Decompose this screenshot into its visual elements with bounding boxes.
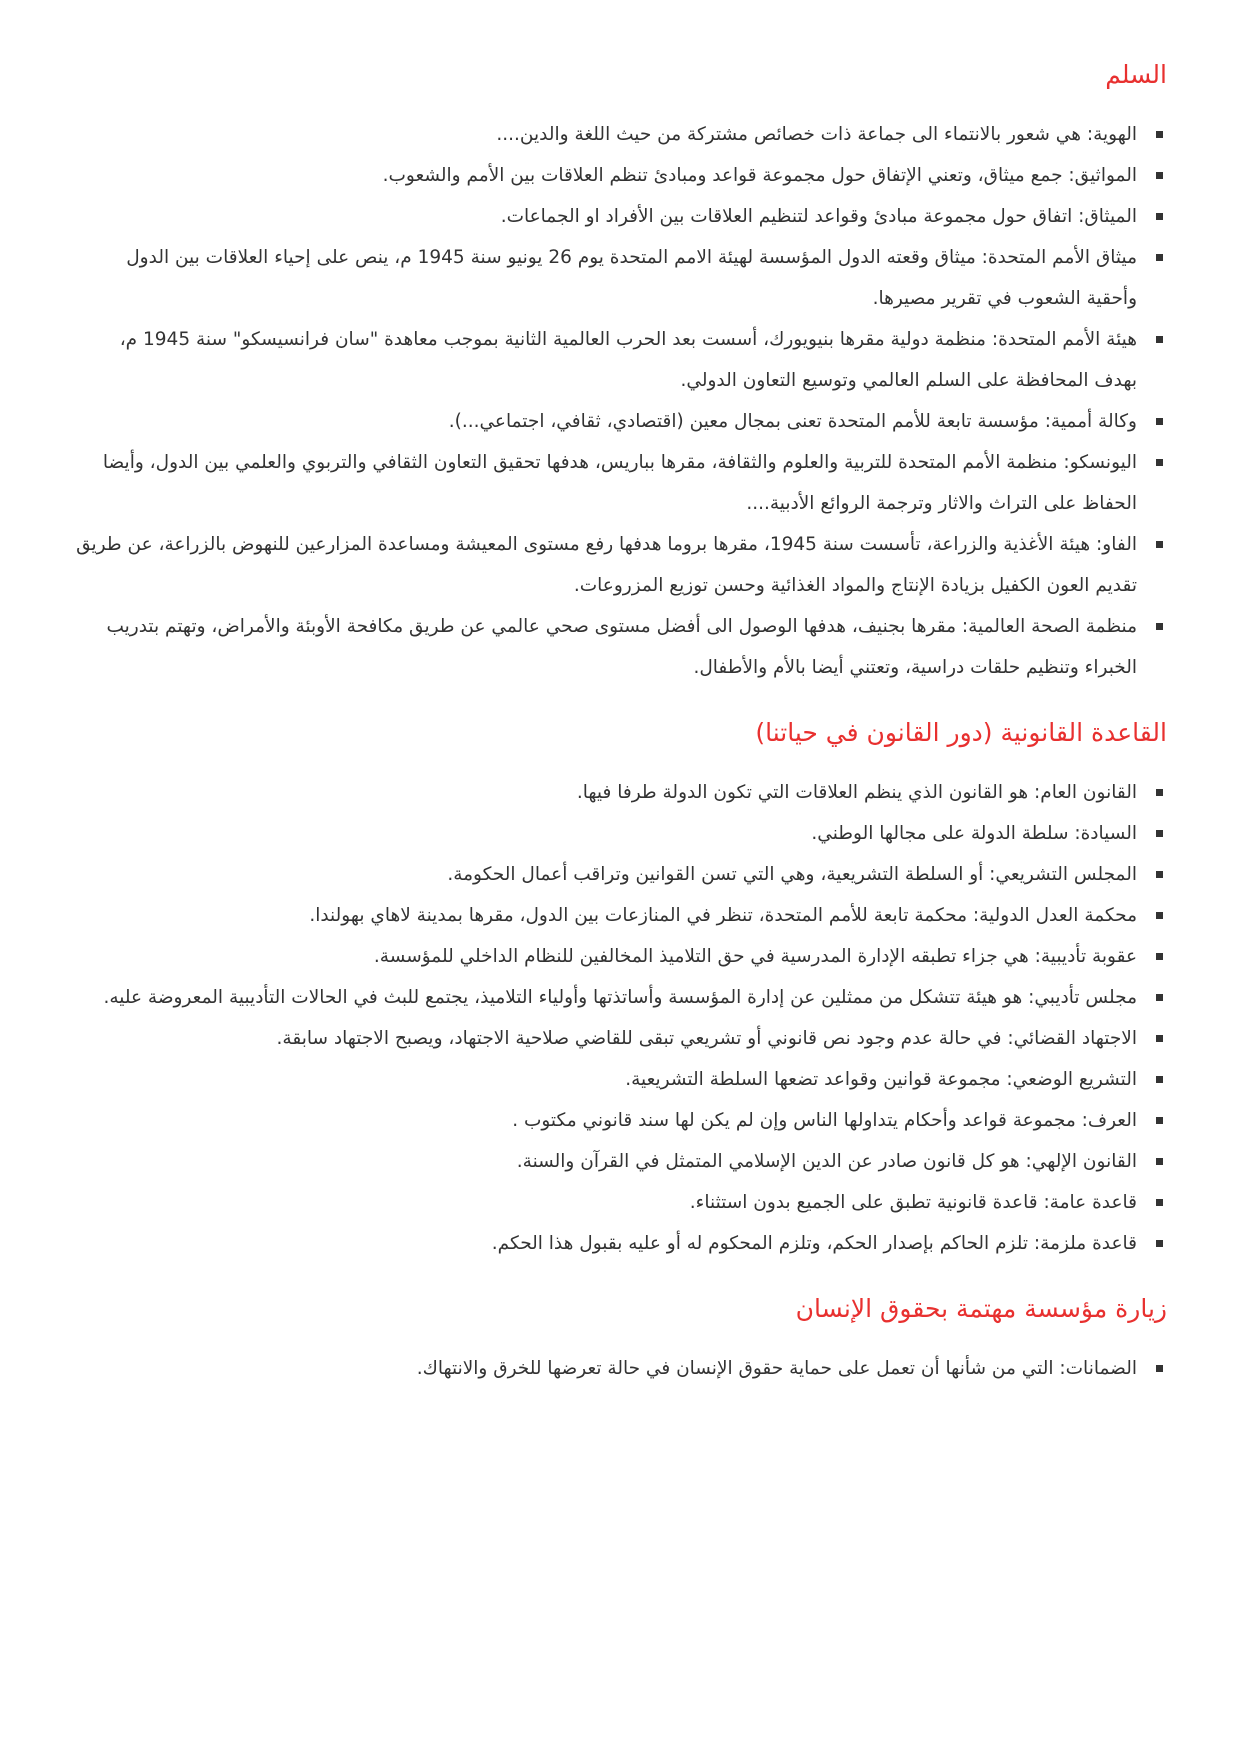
- item-text: قاعدة عامة: قاعدة قانونية تطبق على الجميع بدون استثناء.: [689, 1192, 1137, 1213]
- list-item: [75, 1018, 1167, 1059]
- list-item: [75, 1059, 1167, 1100]
- list-item: [75, 1141, 1167, 1182]
- list-item: [75, 854, 1167, 895]
- list-item: [75, 606, 1167, 688]
- square-bullet-icon: [1156, 172, 1163, 179]
- square-bullet-icon: [1156, 994, 1163, 1001]
- list-item: [75, 1182, 1167, 1223]
- section-title: القاعدة القانونية (دور القانون في حياتنا): [755, 718, 1167, 747]
- list-item: [75, 895, 1167, 936]
- list-item: [75, 524, 1167, 606]
- square-bullet-icon: [1156, 459, 1163, 466]
- section-title: زيارة مؤسسة مهتمة بحقوق الإنسان: [795, 1294, 1167, 1323]
- definition-list: [75, 1348, 1167, 1389]
- item-text: الهوية: هي شعور بالانتماء الى جماعة ذات خصائص مشتركة من حيث اللغة والدين....: [496, 124, 1137, 145]
- square-bullet-icon: [1156, 1199, 1163, 1206]
- list-item: [75, 772, 1167, 813]
- item-text: الفاو: هيئة الأغذية والزراعة، تأسست سنة 1945، مقرها بروما هدفها رفع مستوى المعيشة ومساعدة المزارعين للنهوض بالزراعة، عن طريق تقديم العون الكفيل بزيادة الإنتاج والمواد الغذائية وحسن توزيع المزروعات.: [76, 534, 1137, 596]
- item-text: القانون العام: هو القانون الذي ينظم العلاقات التي تكون الدولة طرفا فيها.: [576, 782, 1137, 803]
- item-text: وكالة أممية: مؤسسة تابعة للأمم المتحدة تعنى بمجال معين (اقتصادي، ثقافي، اجتماعي...).: [448, 411, 1137, 432]
- square-bullet-icon: [1156, 871, 1163, 878]
- section-title: السلم: [1105, 60, 1167, 89]
- list-item: [75, 1348, 1167, 1389]
- square-bullet-icon: [1156, 131, 1163, 138]
- item-text: المجلس التشريعي: أو السلطة التشريعية، وهي التي تسن القوانين وتراقب أعمال الحكومة.: [447, 864, 1137, 885]
- item-text: اليونسكو: منظمة الأمم المتحدة للتربية والعلوم والثقافة، مقرها بباريس، هدفها تحقيق التعاون الثقافي والتربوي والعلمي بين الدول، وأيضا الحفاظ على التراث والاثار وترجمة الروائع الأدبية....: [102, 452, 1137, 514]
- item-text: ميثاق الأمم المتحدة: ميثاق وقعته الدول المؤسسة لهيئة الامم المتحدة يوم 26 يونيو سنة 1945 م، ينص على إحياء العلاقات بين الدول وأحقية الشعوب في تقرير مصيرها.: [126, 247, 1137, 309]
- square-bullet-icon: [1156, 1365, 1163, 1372]
- item-text: مجلس تأديبي: هو هيئة تتشكل من ممثلين عن إدارة المؤسسة وأساتذتها وأولياء التلاميذ، يجتمع للبث في الحالات التأديبية المعروضة عليه.: [103, 987, 1137, 1008]
- square-bullet-icon: [1156, 213, 1163, 220]
- square-bullet-icon: [1156, 830, 1163, 837]
- item-text: محكمة العدل الدولية: محكمة تابعة للأمم المتحدة، تنظر في المنازعات بين الدول، مقرها بمدينة لاهاي بهولندا.: [309, 905, 1137, 926]
- square-bullet-icon: [1156, 1117, 1163, 1124]
- item-text: السيادة: سلطة الدولة على مجالها الوطني.: [811, 823, 1137, 844]
- item-text: الاجتهاد القضائي: في حالة عدم وجود نص قانوني أو تشريعي تبقى للقاضي صلاحية الاجتهاد، ويصبح الاجتهاد سابقة.: [276, 1028, 1137, 1049]
- item-text: المواثيق: جمع ميثاق، وتعني الإتفاق حول مجموعة قواعد ومبادئ تنظم العلاقات بين الأمم والشعوب.: [382, 165, 1137, 186]
- square-bullet-icon: [1156, 789, 1163, 796]
- list-item: [75, 319, 1167, 401]
- square-bullet-icon: [1156, 254, 1163, 261]
- section-human-rights-visit: [75, 1290, 1167, 1389]
- item-text: منظمة الصحة العالمية: مقرها بجنيف، هدفها الوصول الى أفضل مستوى صحي عالمي عن طريق مكافحة الأوبئة والأمراض، وتهتم بتدريب الخبراء وتنظيم حلقات دراسية، وتعتني أيضا بالأم والأطفال.: [106, 616, 1137, 678]
- square-bullet-icon: [1156, 1076, 1163, 1083]
- square-bullet-icon: [1156, 1035, 1163, 1042]
- definition-list: [75, 114, 1167, 688]
- definition-list: [75, 772, 1167, 1264]
- square-bullet-icon: [1156, 623, 1163, 630]
- list-item: [75, 1223, 1167, 1264]
- square-bullet-icon: [1156, 541, 1163, 548]
- list-item: [75, 1100, 1167, 1141]
- list-item: [75, 196, 1167, 237]
- square-bullet-icon: [1156, 912, 1163, 919]
- item-text: القانون الإلهي: هو كل قانون صادر عن الدين الإسلامي المتمثل في القرآن والسنة.: [516, 1151, 1137, 1172]
- list-item: [75, 155, 1167, 196]
- item-text: الضمانات: التي من شأنها أن تعمل على حماية حقوق الإنسان في حالة تعرضها للخرق والانتهاك.: [416, 1358, 1137, 1379]
- section-legal-rule: [75, 714, 1167, 1264]
- item-text: التشريع الوضعي: مجموعة قوانين وقواعد تضعها السلطة التشريعية.: [625, 1069, 1137, 1090]
- square-bullet-icon: [1156, 1240, 1163, 1247]
- list-item: [75, 936, 1167, 977]
- square-bullet-icon: [1156, 336, 1163, 343]
- item-text: عقوبة تأديبية: هي جزاء تطبقه الإدارة المدرسية في حق التلاميذ المخالفين للنظام الداخلي للمؤسسة.: [373, 946, 1137, 967]
- list-item: [75, 442, 1167, 524]
- square-bullet-icon: [1156, 418, 1163, 425]
- list-item: [75, 977, 1167, 1018]
- item-text: العرف: مجموعة قواعد وأحكام يتداولها الناس وإن لم يكن لها سند قانوني مكتوب .: [512, 1110, 1137, 1131]
- list-item: [75, 813, 1167, 854]
- item-text: هيئة الأمم المتحدة: منظمة دولية مقرها بنيويورك، أسست بعد الحرب العالمية الثانية بموجب معاهدة "سان فرانسيسكو" سنة 1945 م، بهدف المحافظة على السلم العالمي وتوسيع التعاون الدولي.: [119, 329, 1137, 391]
- list-item: [75, 401, 1167, 442]
- list-item: [75, 114, 1167, 155]
- section-peace: [75, 56, 1167, 688]
- item-text: قاعدة ملزمة: تلزم الحاكم بإصدار الحكم، وتلزم المحكوم له أو عليه بقبول هذا الحكم.: [491, 1233, 1137, 1254]
- list-item: [75, 237, 1167, 319]
- item-text: الميثاق: اتفاق حول مجموعة مبادئ وقواعد لتنظيم العلاقات بين الأفراد او الجماعات.: [500, 206, 1137, 227]
- square-bullet-icon: [1156, 953, 1163, 960]
- square-bullet-icon: [1156, 1158, 1163, 1165]
